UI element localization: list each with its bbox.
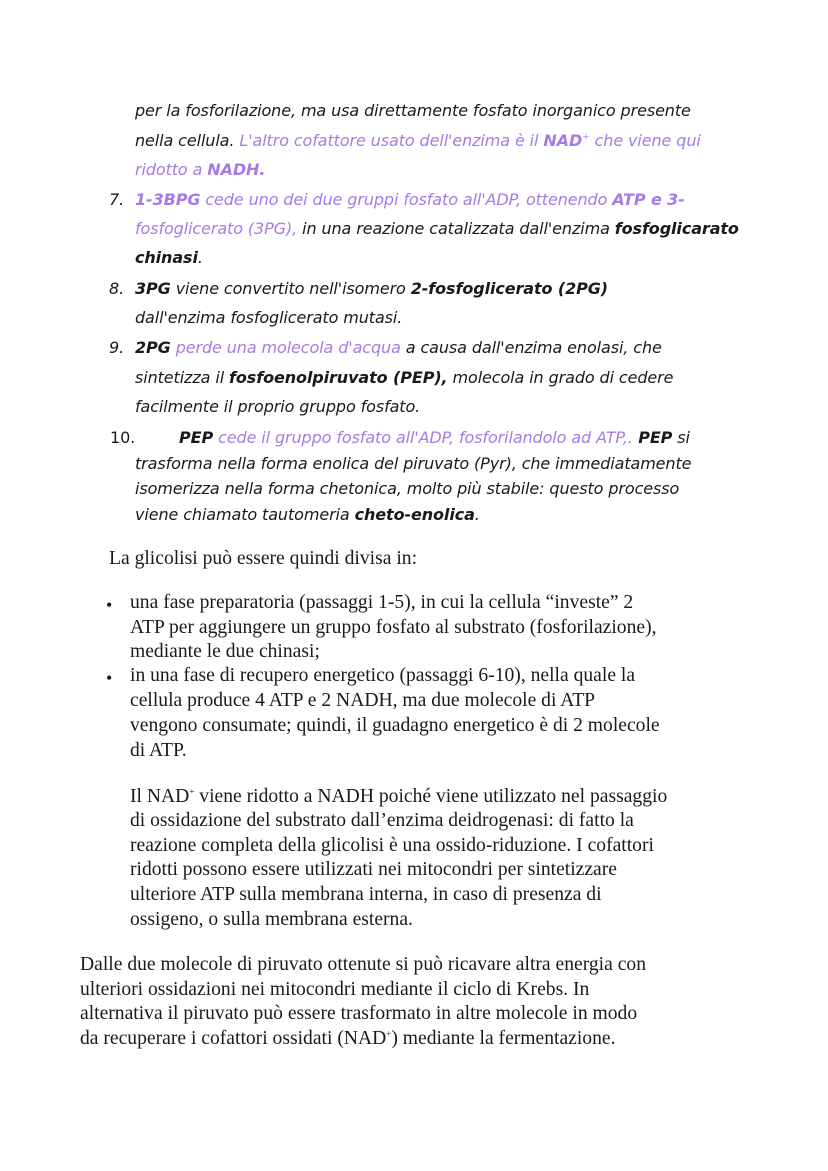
step6-line-3 <box>135 160 265 179</box>
step7-line-2 <box>135 219 739 238</box>
step8-number <box>109 279 124 298</box>
term: 3PG <box>135 279 171 298</box>
term: PEP <box>632 428 673 447</box>
step9-line-1 <box>135 338 662 357</box>
term: fosfoglicarato <box>614 219 739 238</box>
term: fosfoenolpiruvato (PEP), <box>229 368 448 387</box>
step9-line-3 <box>135 397 420 416</box>
text: trasforma nella forma enolica del piruvato (Pyr), che immediatamente <box>135 454 692 473</box>
step6-line-1 <box>135 101 691 120</box>
text: di ossidazione del substrato dall’enzima deidrogenasi: di fatto la <box>130 810 634 831</box>
text: mediante le due chinasi; <box>130 641 320 662</box>
text: Il NAD <box>130 786 190 807</box>
step6-line-2 <box>135 131 701 150</box>
term: cheto-enolica <box>354 505 475 524</box>
list-number: 9. <box>109 338 125 357</box>
text: in una reazione catalizzata dall'enzima <box>297 219 615 238</box>
text: ATP per aggiungere un gruppo fosfato al substrato (fosforilazione), <box>130 617 657 638</box>
step8-line-1 <box>135 279 608 298</box>
highlight-term: NAD <box>543 131 583 150</box>
superscript: + <box>386 1028 392 1039</box>
bullet1-line-1 <box>130 592 633 614</box>
bullet-icon: • <box>106 668 113 688</box>
text: ulteriori ossidazioni nei mitocondri mediante il ciclo di Krebs. In <box>80 979 590 1000</box>
bullet2-line-4 <box>130 740 187 762</box>
highlight-text: che viene qui <box>589 131 701 150</box>
highlight-text: perde una molecola d'acqua <box>170 338 401 357</box>
step10-line-4 <box>135 505 480 524</box>
term: chinasi <box>135 248 198 267</box>
bullet-icon: • <box>106 595 113 615</box>
text: a causa dall'enzima enolasi, che <box>400 338 662 357</box>
text: sintetizza il <box>135 368 230 387</box>
nad-line-5 <box>130 884 602 906</box>
step10-number <box>110 428 135 447</box>
nad-line-2 <box>130 810 634 832</box>
term: 2-fosfoglicerato (2PG) <box>410 279 609 298</box>
final-line-4 <box>80 1028 616 1050</box>
highlight-text: fosfoglicerato (3PG), <box>135 219 298 238</box>
final-line-1 <box>80 954 646 976</box>
step10-line-3 <box>135 479 679 498</box>
text: da recuperare i cofattori ossidati (NAD <box>80 1028 387 1049</box>
text: ulteriore ATP sulla membrana interna, in caso di presenza di <box>130 884 602 905</box>
final-line-2 <box>80 979 589 1001</box>
text: reazione completa della glicolisi è una ossido-riduzione. I cofattori <box>130 835 654 856</box>
text: . <box>474 505 480 524</box>
highlight-term: 1-3BPG <box>135 190 201 209</box>
text: dall'enzima fosfoglicerato mutasi. <box>135 308 403 327</box>
highlight-text: ridotto a <box>135 160 208 179</box>
text: facilmente il proprio gruppo fosfato. <box>135 397 421 416</box>
step10-line-1 <box>179 428 690 447</box>
highlight-text: L'altro cofattore usato dell'enzima è il <box>239 131 544 150</box>
nad-line-3 <box>130 835 654 857</box>
superscript: + <box>189 786 195 797</box>
text: una fase preparatoria (passaggi 1-5), in cui la cellula “investe” 2 <box>130 592 634 613</box>
text: nella cellula. <box>135 131 240 150</box>
text: isomerizza nella forma chetonica, molto più stabile: questo processo <box>135 479 680 498</box>
step7-line-1 <box>135 190 685 209</box>
bullet2-line-3 <box>130 715 660 737</box>
text: alternativa il piruvato può essere trasformato in altre molecole in modo <box>80 1003 638 1024</box>
nad-line-6 <box>130 909 413 931</box>
nad-line-4 <box>130 859 617 881</box>
superscript: + <box>582 132 590 143</box>
bullet1-line-3 <box>130 641 320 663</box>
nad-line-1 <box>130 786 667 808</box>
bullet1-line-2 <box>130 617 657 639</box>
text: Dalle due molecole di piruvato ottenute si può ricavare altra energia con <box>80 954 646 975</box>
highlight-text: cede uno dei due gruppi fosfato all'ADP, ottenendo <box>200 190 613 209</box>
text: in una fase di recupero energetico (passaggi 6-10), nella quale la <box>130 665 636 686</box>
text: vengono consumate; quindi, il guadagno energetico è di 2 molecole <box>130 715 660 736</box>
bullet2-line-1 <box>130 665 635 687</box>
text: viene convertito nell'isomero <box>170 279 411 298</box>
text: molecola in grado di cedere <box>447 368 674 387</box>
intro-line <box>109 548 417 570</box>
highlight-term: NADH. <box>207 160 266 179</box>
text: si <box>672 428 690 447</box>
list-number: 8. <box>109 279 125 298</box>
term: 2PG <box>135 338 171 357</box>
text: ossigeno, o sulla membrana esterna. <box>130 909 413 930</box>
final-line-3 <box>80 1003 637 1025</box>
text: viene ridotto a NADH poiché viene utilizzato nel passaggio <box>194 786 668 807</box>
text: La glicolisi può essere quindi divisa in: <box>109 548 418 569</box>
step9-number <box>109 338 124 357</box>
text: ) mediante la fermentazione. <box>391 1028 616 1049</box>
term: PEP <box>179 428 214 447</box>
step7-number <box>109 190 124 209</box>
step7-line-3 <box>135 248 203 267</box>
text: per la fosforilazione, ma usa direttamente fosfato inorganico presente <box>135 101 691 120</box>
highlight-text: cede il gruppo fosfato all'ADP, fosforilandolo ad ATP,. <box>213 428 633 447</box>
step9-line-2 <box>135 368 673 387</box>
highlight-term: ATP e 3- <box>612 190 685 209</box>
step8-line-2 <box>135 308 402 327</box>
list-number: 7. <box>109 190 125 209</box>
bullet2-line-2 <box>130 690 595 712</box>
text: cellula produce 4 ATP e 2 NADH, ma due molecole di ATP <box>130 690 596 711</box>
text: di ATP. <box>130 740 187 761</box>
step10-line-2 <box>135 454 691 473</box>
text: ridotti possono essere utilizzati nei mitocondri per sintetizzare <box>130 859 617 880</box>
list-number: 10. <box>110 428 136 447</box>
text: . <box>197 248 203 267</box>
text: viene chiamato tautomeria <box>135 505 355 524</box>
